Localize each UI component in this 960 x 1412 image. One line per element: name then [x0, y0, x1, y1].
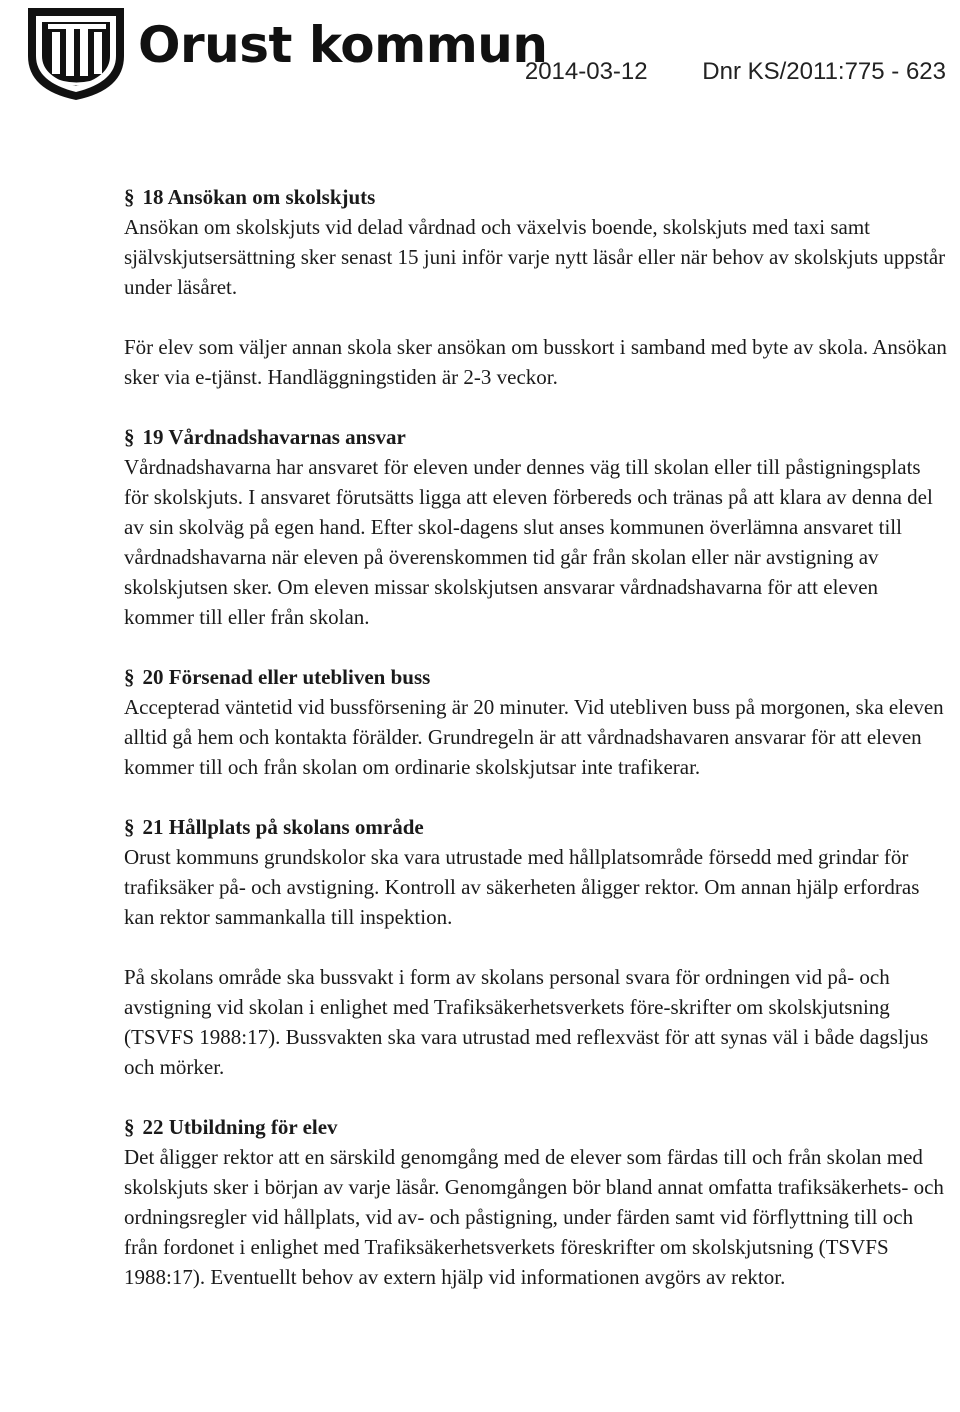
paragraph: För elev som väljer annan skola sker ansökan om busskort i samband med byte av skola. Ansökan sker via e-tjänst. Handläggningstiden är 2-3 veckor.: [124, 335, 947, 389]
section-symbol: §: [124, 185, 135, 209]
section-symbol: §: [124, 665, 135, 689]
document-meta: [525, 58, 946, 86]
paragraph: På skolans område ska bussvakt i form av skolans personal svara för ordningen vid på- och avstigning vid skolan i enlighet med Trafiksäkerhetsverkets före-skrifter om skolskjutsning (TSVFS 1988:17). Bussvakten ska vara utrustad med reflexväst för att synas väl i både dagsljus och mörker.: [124, 965, 929, 1079]
page-header: [0, 0, 960, 110]
section-22: [124, 1112, 950, 1292]
section-heading: [124, 662, 950, 692]
section-heading: [124, 1112, 950, 1142]
section-heading: [124, 422, 950, 452]
document-body: [124, 182, 950, 1292]
section-symbol: §: [124, 815, 135, 839]
section-19: [124, 422, 950, 632]
paragraph: Det åligger rektor att en särskild genomgång med de elever som färdas till och från skolan med skolskjuts sker i början av varje läsår. Genomgången bör bland annat omfatta trafiksäkerhets- och ordningsregler vid hållplats, vid av- och påstigning, under färden samt vid förflyttning till och från fordonet i enlighet med Trafiksäkerhetsverkets föreskrifter om skolskjutsning (TSVFS 1988:17). Eventuellt behov av extern hjälp vid informationen avgörs av rektor.: [124, 1145, 944, 1289]
paragraph: Vårdnadshavarna har ansvaret för eleven under dennes väg till skolan eller till påstigningsplats för skolskjuts. I ansvaret förutsätts ligga att eleven förbereds och tränas på att klara av denna del av sin skolväg på egen hand. Efter skol-dagens slut anses kommunen överlämna ansvaret till vårdnadshavarna när eleven på överenskommen tid går från skolan eller när avstigning av skolskjutsen sker. Om eleven missar skolskjutsen ansvarar vårdnadshavarna för att eleven kommer till eller från skolan.: [124, 455, 933, 629]
section-title: 20 Försenad eller utebliven buss: [142, 665, 431, 689]
paragraph: Accepterad väntetid vid bussförsening är 20 minuter. Vid utebliven buss på morgonen, ska eleven alltid gå hem och kontakta förälder. Grundregeln är att vårdnadshavaren ansvarar för att eleven kommer till och från skolan om ordinarie skolskjutsar inte trafikerar.: [124, 695, 944, 779]
section-20: [124, 662, 950, 782]
section-symbol: §: [124, 425, 135, 449]
municipal-crest-logo: [22, 4, 130, 102]
section-title: 19 Vårdnadshavarnas ansvar: [142, 425, 406, 449]
section-title: 21 Hållplats på skolans område: [142, 815, 424, 839]
paragraph: Ansökan om skolskjuts vid delad vårdnad och växelvis boende, skolskjuts med taxi samt självskjutsersättning sker senast 15 juni inför varje nytt läsår eller när behov av skolskjuts uppstår under läsåret.: [124, 215, 946, 299]
organization-name: Orust kommun: [138, 16, 548, 74]
paragraph: Orust kommuns grundskolor ska vara utrustade med hållplatsområde försedd med grindar för trafiksäker på- och avstigning. Kontroll av säkerheten åligger rektor. Om annan hjälp erfordras kan rektor sammankalla till inspektion.: [124, 845, 920, 929]
document-reference: Dnr KS/2011:775 - 623: [702, 58, 946, 85]
section-symbol: §: [124, 1115, 135, 1139]
section-18: [124, 182, 950, 392]
section-heading: [124, 812, 950, 842]
section-title: 18 Ansökan om skolskjuts: [142, 185, 376, 209]
section-heading: [124, 182, 950, 212]
section-title: 22 Utbildning för elev: [142, 1115, 338, 1139]
document-date: 2014-03-12: [524, 58, 648, 85]
section-21: [124, 812, 950, 1082]
